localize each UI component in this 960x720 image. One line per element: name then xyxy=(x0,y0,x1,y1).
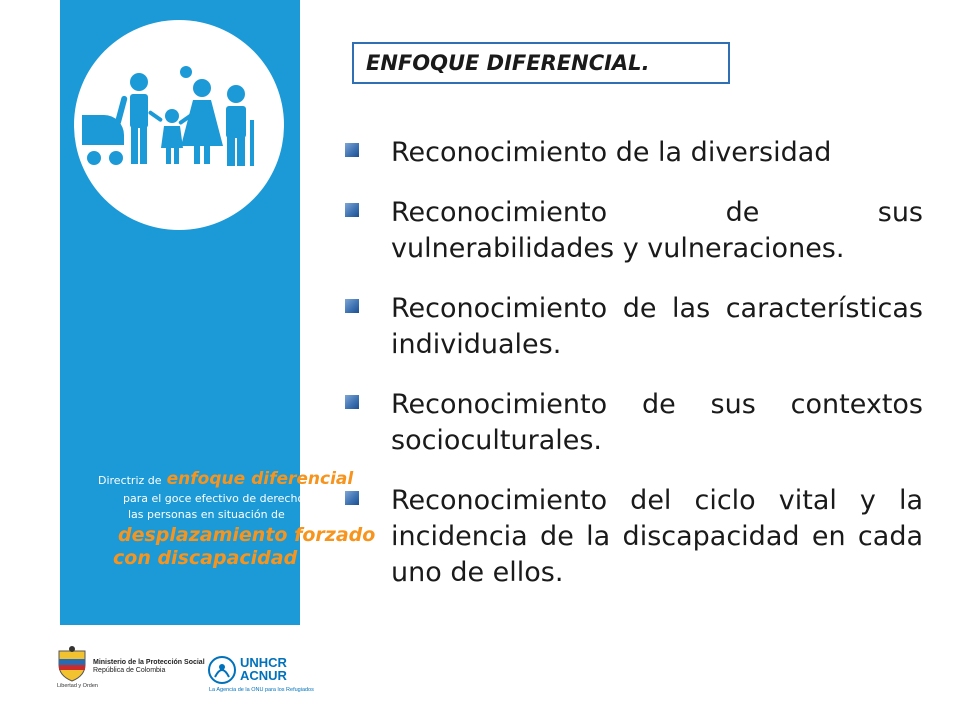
bullet-text: Reconocimiento de las características individuales. xyxy=(391,293,923,360)
list-item xyxy=(345,387,923,459)
seal-caption: Libertad y Orden xyxy=(57,683,98,689)
family-icon xyxy=(74,20,284,230)
bullet-list xyxy=(345,135,923,615)
cover-line4: desplazamiento forzado xyxy=(118,523,376,546)
list-item xyxy=(345,291,923,363)
bullet-square-icon xyxy=(345,143,359,157)
cover-line1-accent: enfoque diferencial xyxy=(166,469,354,489)
unhcr-subtitle: La Agencia de la ONU para los Refugiados xyxy=(209,687,314,693)
family-logo xyxy=(74,20,284,230)
cover-banner xyxy=(60,0,376,625)
cover-line1-prefix: Directriz de xyxy=(98,474,162,487)
colombia-seal-icon xyxy=(55,645,89,683)
cover-line2: para el goce efectivo de derechos de xyxy=(123,491,328,505)
bullet-square-icon xyxy=(345,491,359,505)
cover-line3: las personas en situación de xyxy=(128,507,285,521)
ministry-sub: República de Colombia xyxy=(93,667,166,675)
bullet-square-icon xyxy=(345,203,359,217)
cover-line5-suffix: en Colombia xyxy=(302,553,372,567)
unhcr-logo-icon xyxy=(207,655,237,685)
bullet-text: Reconocimiento de la diversidad xyxy=(391,137,832,168)
list-item xyxy=(345,195,923,267)
ministry-label xyxy=(93,659,205,676)
list-item xyxy=(345,483,923,591)
cover-title xyxy=(78,469,376,569)
bullet-square-icon xyxy=(345,299,359,313)
slide-title: ENFOQUE DIFERENCIAL. xyxy=(352,42,730,84)
bullet-text: Reconocimiento de sus contextos socioculturales. xyxy=(391,389,923,456)
unhcr-line1: UNHCR xyxy=(240,655,287,670)
ministry-name: Ministerio de la Protección Social xyxy=(93,659,205,666)
list-item xyxy=(345,135,923,171)
unhcr-wordmark xyxy=(240,656,287,682)
footer-logos xyxy=(55,645,315,695)
bullet-text: Reconocimiento del ciclo vital y la incidencia de la discapacidad en cada uno de ellos. xyxy=(391,485,923,588)
bullet-text: Reconocimiento de sus vulnerabilidades y vulneraciones. xyxy=(391,197,923,264)
unhcr-line2: ACNUR xyxy=(240,668,287,683)
cover-line5-accent: con discapacidad xyxy=(113,546,298,569)
bullet-square-icon xyxy=(345,395,359,409)
